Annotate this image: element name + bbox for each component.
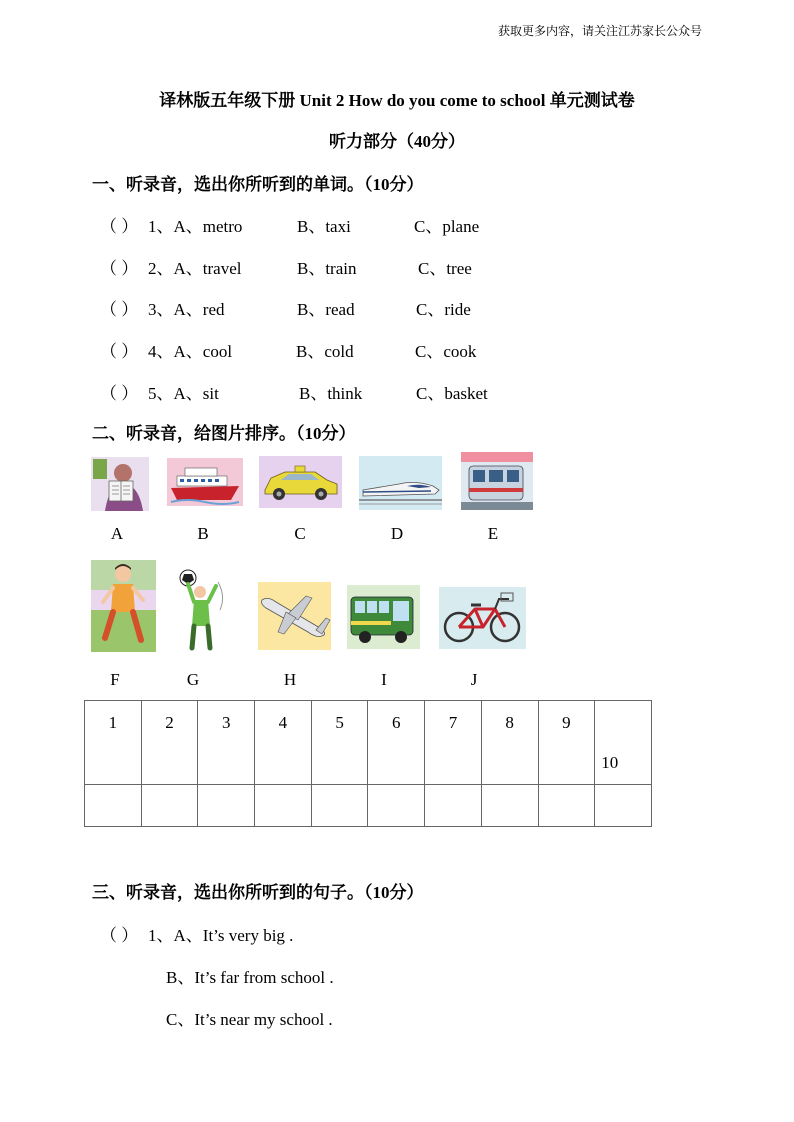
s3-q1-option-a: 1、A、It’s very big .	[148, 926, 294, 945]
s1-q4-option-c: C、cook	[415, 342, 477, 361]
picture-label-e: E	[487, 524, 499, 543]
picture-label-c: C	[294, 524, 306, 543]
s1-q5-option-b: B、think	[299, 384, 363, 403]
picture-a-reading	[91, 457, 149, 511]
s1-q2-option-a: 2、A、travel	[148, 259, 242, 278]
table-number: 10	[601, 753, 619, 772]
s1-q2-option-b: B、train	[297, 259, 357, 278]
s1-q3-option-a: 3、A、red	[148, 300, 225, 319]
answer-paren: （ ）	[100, 217, 139, 236]
bike-icon	[439, 587, 526, 649]
walking-icon	[91, 560, 156, 652]
s1-q1-option-a: 1、A、metro	[148, 217, 243, 236]
table-row	[85, 701, 652, 785]
answer-paren: （ ）	[100, 926, 139, 945]
table-cell-7	[425, 701, 482, 785]
section1-heading: 一、听录音，选出你所听到的单词。（10分）	[92, 175, 424, 194]
answer-paren: （ ）	[100, 384, 139, 403]
s1-q2-option-c: C、tree	[418, 259, 472, 278]
metro-icon	[461, 452, 533, 510]
table-number: 4	[278, 713, 288, 732]
picture-h-plane	[258, 582, 331, 650]
bus-icon	[347, 585, 420, 649]
s1-q5-option-a: 5、A、sit	[148, 384, 219, 403]
table-cell-10	[595, 701, 652, 785]
header-note: 获取更多内容，请关注江苏家长公众号	[498, 24, 703, 38]
table-cell-9	[538, 701, 595, 785]
reading-icon	[91, 457, 149, 511]
s1-q1-option-b: B、taxi	[297, 217, 351, 236]
table-cell-4	[255, 701, 312, 785]
picture-c-taxi	[259, 456, 342, 508]
section2-heading: 二、听录音，给图片排序。（10分）	[92, 424, 356, 443]
answer-cell[interactable]	[255, 785, 312, 827]
answer-cell[interactable]	[85, 785, 142, 827]
picture-d-high-speed-train	[359, 456, 442, 510]
s1-q3-option-b: B、read	[297, 300, 355, 319]
table-cell-1	[85, 701, 142, 785]
table-number: 2	[165, 713, 174, 732]
answer-cell[interactable]	[425, 785, 482, 827]
taxi-icon	[259, 456, 342, 508]
ball-icon	[174, 566, 226, 652]
picture-i-bus	[347, 585, 420, 649]
answer-cell[interactable]	[538, 785, 595, 827]
answer-paren: （ ）	[100, 342, 139, 361]
table-number: 9	[562, 713, 571, 732]
picture-label-d: D	[390, 524, 404, 543]
s1-q5-option-c: C、basket	[416, 384, 488, 403]
table-row	[85, 785, 652, 827]
picture-label-b: B	[197, 524, 209, 543]
high-speed-train-icon	[359, 456, 442, 510]
picture-label-g: G	[186, 670, 200, 689]
table-cell-6	[368, 701, 425, 785]
table-cell-5	[311, 701, 368, 785]
ship-icon	[167, 458, 243, 506]
picture-b-ship	[167, 458, 243, 506]
page-title: 译林版五年级下册 Unit 2 How do you come to school 单元测试卷	[159, 91, 635, 110]
picture-g-playing-ball	[174, 566, 226, 652]
picture-label-a: A	[110, 524, 124, 543]
answer-cell[interactable]	[368, 785, 425, 827]
answer-paren: （ ）	[100, 259, 139, 278]
table-number: 5	[335, 713, 344, 732]
answer-cell[interactable]	[141, 785, 198, 827]
s1-q3-option-c: C、ride	[416, 300, 471, 319]
answer-cell[interactable]	[481, 785, 538, 827]
answer-table	[84, 700, 652, 827]
table-number: 7	[448, 713, 458, 732]
picture-label-h: H	[283, 670, 297, 689]
s1-q1-option-c: C、plane	[414, 217, 480, 236]
picture-label-i: I	[381, 670, 387, 689]
picture-label-j: J	[470, 670, 478, 689]
plane-icon	[258, 582, 331, 650]
table-number: 1	[108, 713, 118, 732]
answer-cell[interactable]	[198, 785, 255, 827]
answer-paren: （ ）	[100, 300, 139, 319]
table-cell-3	[198, 701, 255, 785]
picture-j-bike	[439, 587, 526, 649]
answer-cell[interactable]	[311, 785, 368, 827]
page-subtitle: 听力部分（40分）	[329, 132, 465, 151]
table-number: 8	[505, 713, 514, 732]
table-cell-8	[481, 701, 538, 785]
table-number: 6	[392, 713, 401, 732]
table-cell-2	[141, 701, 198, 785]
picture-f-walking	[91, 560, 156, 652]
answer-cell[interactable]	[595, 785, 652, 827]
picture-label-f: F	[110, 670, 120, 689]
s1-q4-option-b: B、cold	[296, 342, 354, 361]
s3-q1-option-b: B、It’s far from school .	[166, 968, 334, 987]
s1-q4-option-a: 4、A、cool	[148, 342, 233, 361]
picture-e-metro	[461, 452, 533, 510]
table-number: 3	[221, 713, 231, 732]
section3-heading: 三、听录音，选出你所听到的句子。（10分）	[92, 883, 424, 902]
s3-q1-option-c: C、It’s near my school .	[166, 1010, 333, 1029]
